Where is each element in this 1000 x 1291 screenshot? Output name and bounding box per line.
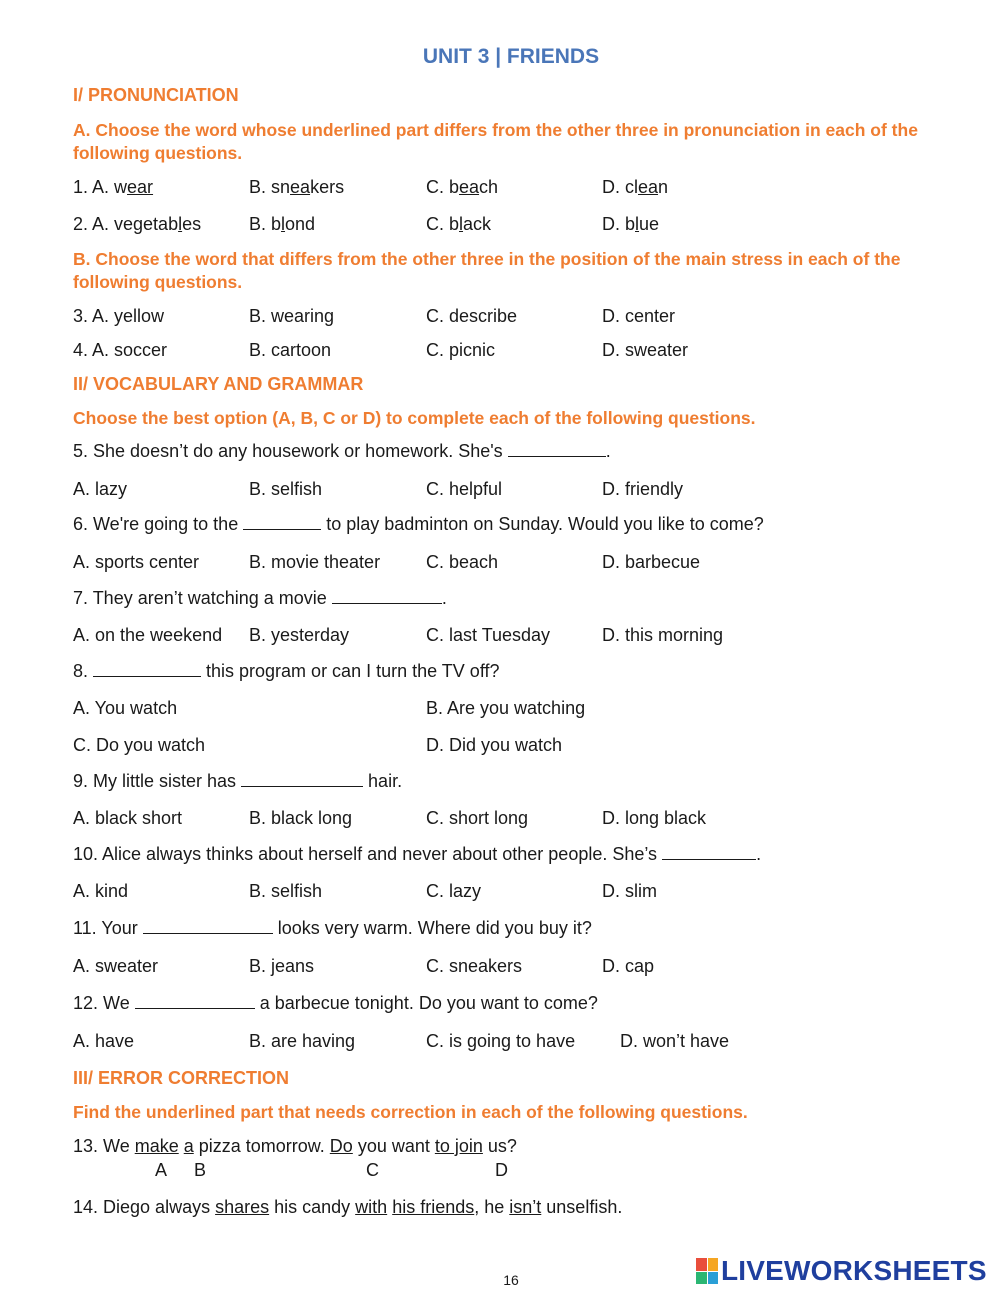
answer-blank: [243, 514, 321, 530]
logo-mark-icon: [696, 1258, 718, 1284]
q13-letter-c: C: [366, 1160, 379, 1180]
answer-blank: [662, 844, 756, 860]
q13-letter-d: D: [495, 1160, 508, 1180]
question-9: 9. My little sister has hair.: [73, 771, 403, 791]
q11-option-c: C. sneakers: [426, 956, 523, 976]
q9-option-c: C. short long: [426, 808, 529, 828]
q2-option-c: C. black: [426, 214, 492, 234]
answer-blank: [143, 918, 273, 934]
question-12: 12. We a barbecue tonight. Do you want to come?: [73, 993, 598, 1013]
q3-option-d: D. center: [602, 306, 676, 326]
q6-option-d: D. barbecue: [602, 552, 701, 572]
section-heading-pronunciation: I/ PRONUNCIATION: [73, 85, 239, 105]
question-13: 13. We make a pizza tomorrow. Do you want to join us?: [73, 1136, 517, 1156]
q8-option-a: A. You watch: [73, 698, 178, 718]
q3-option-b: B. wearing: [249, 306, 335, 326]
q2-option-d: D. blue: [602, 214, 660, 234]
q1-option-d: D. clean: [602, 177, 669, 197]
q12-option-b: B. are having: [249, 1031, 356, 1051]
question-10: 10. Alice always thinks about herself and never about other people. She’s .: [73, 844, 762, 864]
answer-blank: [241, 771, 363, 787]
q6-option-b: B. movie theater: [249, 552, 381, 572]
q12-option-c: C. is going to have: [426, 1031, 576, 1051]
q5-option-d: D. friendly: [602, 479, 684, 499]
answer-blank: [93, 661, 201, 677]
question-6: 6. We're going to the to play badminton on Sunday. Would you like to come?: [73, 514, 764, 534]
q8-option-d: D. Did you watch: [426, 735, 563, 755]
q4-option-b: B. cartoon: [249, 340, 332, 360]
answer-blank: [332, 588, 442, 604]
liveworksheets-logo[interactable]: [696, 1256, 987, 1286]
page-number: 16: [503, 1272, 519, 1288]
q10-option-a: A. kind: [73, 881, 129, 901]
question-11: 11. Your looks very warm. Where did you buy it?: [73, 918, 592, 938]
q13-letter-b: B: [194, 1160, 207, 1180]
q9-option-a: A. black short: [73, 808, 183, 828]
q6-option-c: C. beach: [426, 552, 499, 572]
q10-option-d: D. slim: [602, 881, 657, 901]
q7-option-d: D. this morning: [602, 625, 724, 645]
question-2: 2. A. vegetables: [73, 214, 202, 234]
q5-option-b: B. selfish: [249, 479, 323, 499]
question-8: 8. this program or can I turn the TV off?: [73, 661, 500, 681]
question-7: 7. They aren’t watching a movie .: [73, 588, 447, 608]
answer-blank: [135, 993, 255, 1009]
q10-option-c: C. lazy: [426, 881, 482, 901]
q3-option-c: C. describe: [426, 306, 518, 326]
q4-option-a: 4. A. soccer: [73, 340, 168, 360]
instruction-error-correction: Find the underlined part that needs correction in each of the following questions.: [73, 1102, 748, 1122]
page-title: UNIT 3 | FRIENDS: [422, 45, 600, 68]
q11-option-d: D. cap: [602, 956, 655, 976]
q7-option-c: C. last Tuesday: [426, 625, 551, 645]
instruction-part-a: A. Choose the word whose underlined part differs from the other three in pronunciation in each of the following questions.: [73, 120, 918, 163]
q9-option-d: D. long black: [602, 808, 707, 828]
answer-blank: [508, 441, 606, 457]
q2-option-b: B. blond: [249, 214, 316, 234]
q1-option-c: C. beach: [426, 177, 499, 197]
question-1: 1. A. wear: [73, 177, 154, 197]
q3-option-a: 3. A. yellow: [73, 306, 165, 326]
logo-text: LIVEWORKSHEETS: [721, 1255, 987, 1286]
instruction-vocabulary: Choose the best option (A, B, C or D) to complete each of the following questions.: [73, 408, 756, 428]
q10-option-b: B. selfish: [249, 881, 323, 901]
q13-letter-a: A: [155, 1160, 168, 1180]
q7-option-b: B. yesterday: [249, 625, 350, 645]
q6-option-a: A. sports center: [73, 552, 200, 572]
q5-option-a: A. lazy: [73, 479, 128, 499]
q11-option-b: B. jeans: [249, 956, 315, 976]
q7-option-a: A. on the weekend: [73, 625, 223, 645]
section-heading-vocabulary: II/ VOCABULARY AND GRAMMAR: [73, 374, 364, 394]
instruction-part-b: B. Choose the word that differs from the other three in the position of the main stress in each of the following questions.: [73, 249, 901, 292]
q12-option-a: A. have: [73, 1031, 135, 1051]
q8-option-b: B. Are you watching: [426, 698, 586, 718]
q11-option-a: A. sweater: [73, 956, 159, 976]
q8-option-c: C. Do you watch: [73, 735, 206, 755]
q4-option-c: C. picnic: [426, 340, 496, 360]
q5-option-c: C. helpful: [426, 479, 503, 499]
q9-option-b: B. black long: [249, 808, 353, 828]
q4-option-d: D. sweater: [602, 340, 689, 360]
q1-option-b: B. sneakers: [249, 177, 345, 197]
q12-option-d: D. won’t have: [620, 1031, 730, 1051]
question-5: 5. She doesn’t do any housework or homework. She's .: [73, 441, 611, 461]
question-14: 14. Diego always shares his candy with his friends, he isn’t unselfish.: [73, 1197, 623, 1217]
section-heading-error-correction: III/ ERROR CORRECTION: [73, 1068, 290, 1088]
